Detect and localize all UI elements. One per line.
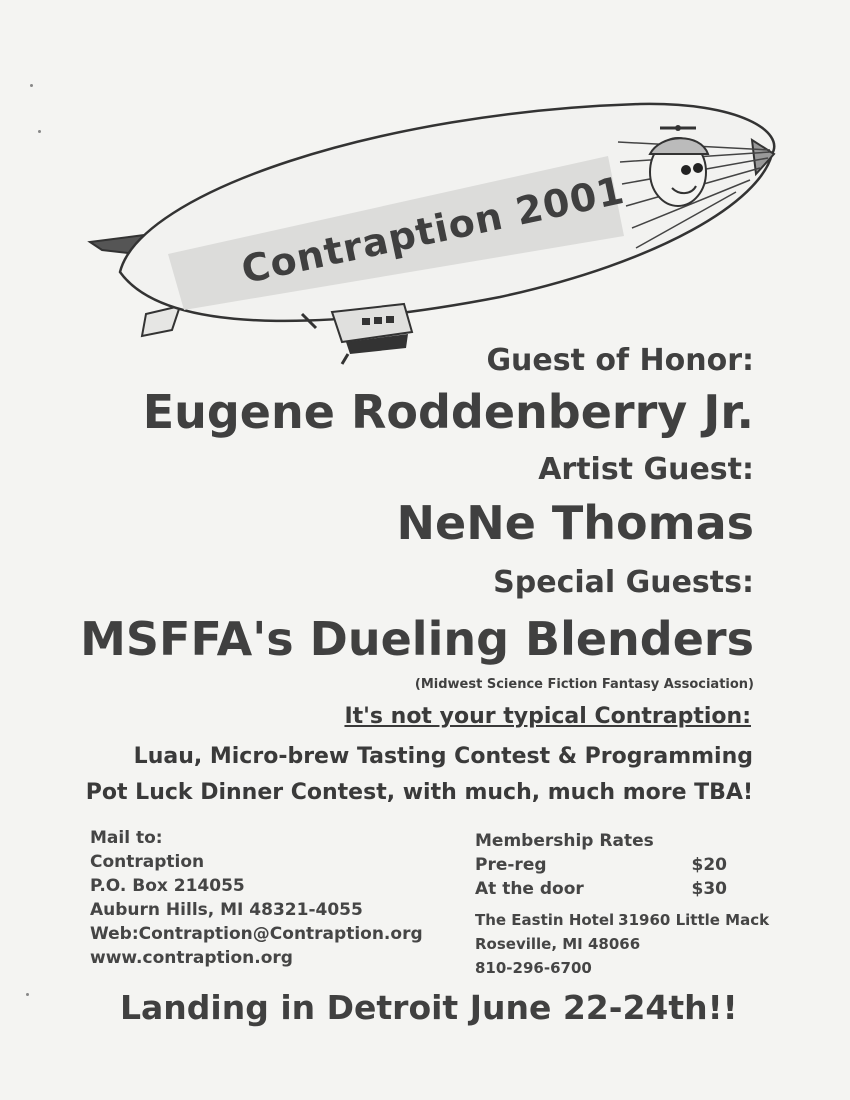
hotel-name: The Eastin Hotel bbox=[475, 911, 615, 929]
special-guests-name: MSFFA's Dueling Blenders bbox=[80, 612, 754, 666]
rate-price: $30 bbox=[691, 879, 727, 899]
membership-title: Membership Rates bbox=[475, 831, 654, 851]
association-note: (Midwest Science Fiction Fantasy Association) bbox=[414, 677, 754, 692]
rate-label: At the door bbox=[475, 879, 584, 899]
mail-website: www.contraption.org bbox=[90, 948, 293, 968]
paper-speck bbox=[38, 130, 41, 133]
rate-row bbox=[475, 877, 727, 901]
banner-title: Contraption 2001 bbox=[237, 167, 629, 293]
paper-speck bbox=[30, 84, 33, 87]
guest-of-honor-name: Eugene Roddenberry Jr. bbox=[142, 385, 754, 439]
hotel-block bbox=[475, 908, 769, 980]
rate-row bbox=[475, 853, 727, 877]
mail-city: Auburn Hills, MI 48321-4055 bbox=[90, 900, 363, 920]
hotel-city: Roseville, MI 48066 bbox=[475, 935, 641, 953]
hotel-address: 31960 Little Mack bbox=[618, 911, 770, 929]
hotel-name-line bbox=[475, 908, 769, 932]
landing-footer: Landing in Detroit June 22-24th!! bbox=[120, 988, 738, 1027]
blimp-illustration bbox=[80, 92, 790, 372]
membership-block bbox=[475, 829, 775, 901]
artist-guest-label: Artist Guest: bbox=[538, 452, 754, 487]
mail-name: Contraption bbox=[90, 852, 205, 872]
special-guests-label: Special Guests: bbox=[493, 565, 754, 600]
mail-label: Mail to: bbox=[90, 828, 163, 848]
mail-box: P.O. Box 214055 bbox=[90, 876, 245, 896]
events-line-2: Pot Luck Dinner Contest, with much, much more TBA! bbox=[85, 780, 753, 805]
rate-label: Pre-reg bbox=[475, 855, 547, 875]
events-line-1: Luau, Micro-brew Tasting Contest & Programming bbox=[133, 744, 753, 769]
paper-speck bbox=[26, 993, 29, 996]
rate-price: $20 bbox=[691, 855, 727, 875]
lower-fin-icon bbox=[142, 306, 180, 336]
guest-of-honor-label: Guest of Honor: bbox=[486, 343, 754, 378]
artist-guest-name: NeNe Thomas bbox=[396, 496, 754, 550]
mail-email: Web:Contraption@Contraption.org bbox=[90, 924, 423, 944]
events-headline: It's not your typical Contraption: bbox=[344, 704, 751, 729]
mail-address-block bbox=[90, 826, 423, 970]
hotel-phone: 810-296-6700 bbox=[475, 959, 592, 977]
